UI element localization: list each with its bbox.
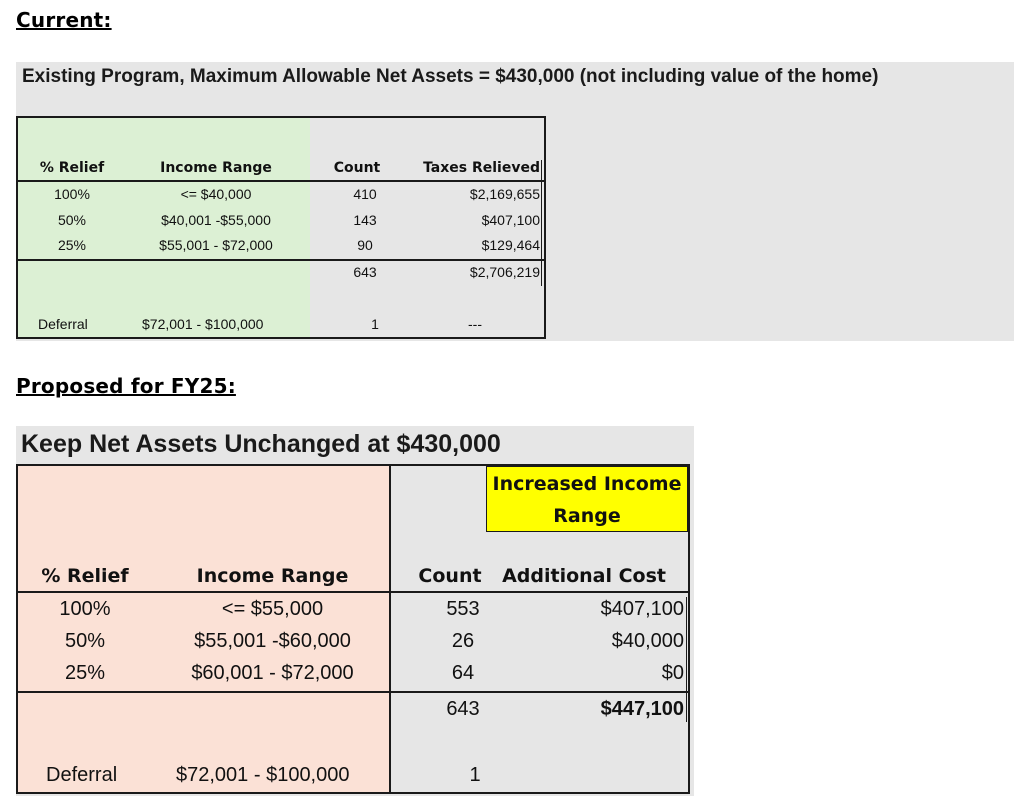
current-row-2-count: 143 (353, 212, 377, 228)
proposed-row-1-cost: $407,100 (600, 598, 684, 620)
current-row-3-relief: 25% (57, 237, 87, 253)
proposed-row-1-income: <= $55,000 (221, 598, 324, 620)
proposed-deferral-income: $72,001 - $100,000 (176, 764, 350, 786)
current-header-divider (16, 180, 546, 182)
current-deferral-income: $72,001 - $100,000 (142, 316, 264, 332)
proposed-panel-title: Keep Net Assets Unchanged at $430,000 (21, 430, 501, 458)
proposed-row-2-count: 26 (451, 630, 475, 652)
current-row-3-taxes: $129,464 (481, 237, 540, 253)
current-row-2-relief: 50% (57, 212, 87, 228)
current-header-income: Income Range (160, 160, 272, 176)
proposed-heading: Proposed for FY25: (16, 374, 236, 398)
proposed-row-2-relief: 50% (64, 630, 106, 652)
proposed-row-3-relief: 25% (64, 662, 106, 684)
proposed-header-cost: Additional Cost (502, 565, 666, 587)
current-row-1-relief: 100% (54, 186, 90, 202)
proposed-row-1-relief: 100% (59, 598, 111, 620)
proposed-row-3-income: $60,001 - $72,000 (191, 662, 354, 684)
proposed-deferral-count: 1 (469, 764, 481, 786)
current-heading: Current: (16, 8, 112, 32)
current-header-relief: % Relief (39, 160, 105, 176)
proposed-header-income: Income Range (196, 565, 349, 587)
proposed-header-count: Count (418, 565, 482, 587)
current-row-1-count: 410 (353, 186, 377, 202)
proposed-row-3-cost: $0 (661, 662, 684, 684)
proposed-deferral-label: Deferral (46, 764, 118, 786)
current-row-2-income: $40,001 -$55,000 (161, 212, 271, 228)
proposed-highlight-label: Increased Income Range (492, 473, 682, 527)
proposed-total-divider (16, 691, 690, 693)
current-taxes-right-rule (541, 160, 542, 286)
proposed-header-divider (16, 591, 690, 593)
current-deferral-label: Deferral (38, 316, 88, 332)
current-header-count: Count (333, 160, 381, 176)
current-row-3-count: 90 (357, 237, 373, 253)
proposed-row-2-income: $55,001 -$60,000 (194, 630, 351, 652)
current-header-taxes: Taxes Relieved (423, 160, 540, 176)
current-row-1-income: <= $40,000 (180, 186, 252, 202)
current-row-2-taxes: $407,100 (481, 212, 540, 228)
current-deferral-count: 1 (371, 316, 379, 332)
proposed-cost-right-rule (686, 597, 687, 722)
current-deferral-taxes: --- (468, 316, 482, 332)
current-row-1-taxes: $2,169,655 (469, 186, 540, 202)
current-row-3-income: $55,001 - $72,000 (159, 237, 273, 253)
proposed-row-3-count: 64 (451, 662, 475, 684)
current-total-count: 643 (353, 264, 377, 280)
proposed-income-right-rule (389, 466, 391, 792)
proposed-row-2-cost: $40,000 (611, 630, 684, 652)
current-total-divider (16, 259, 546, 261)
proposed-total-count: 643 (446, 698, 480, 720)
proposed-total-cost: $447,100 (600, 698, 684, 720)
proposed-header-relief: % Relief (41, 565, 129, 587)
current-panel-title: Existing Program, Maximum Allowable Net Assets = $430,000 (not including value of the home) (22, 66, 879, 87)
proposed-row-1-count: 553 (446, 598, 480, 620)
current-total-taxes: $2,706,219 (469, 264, 540, 280)
